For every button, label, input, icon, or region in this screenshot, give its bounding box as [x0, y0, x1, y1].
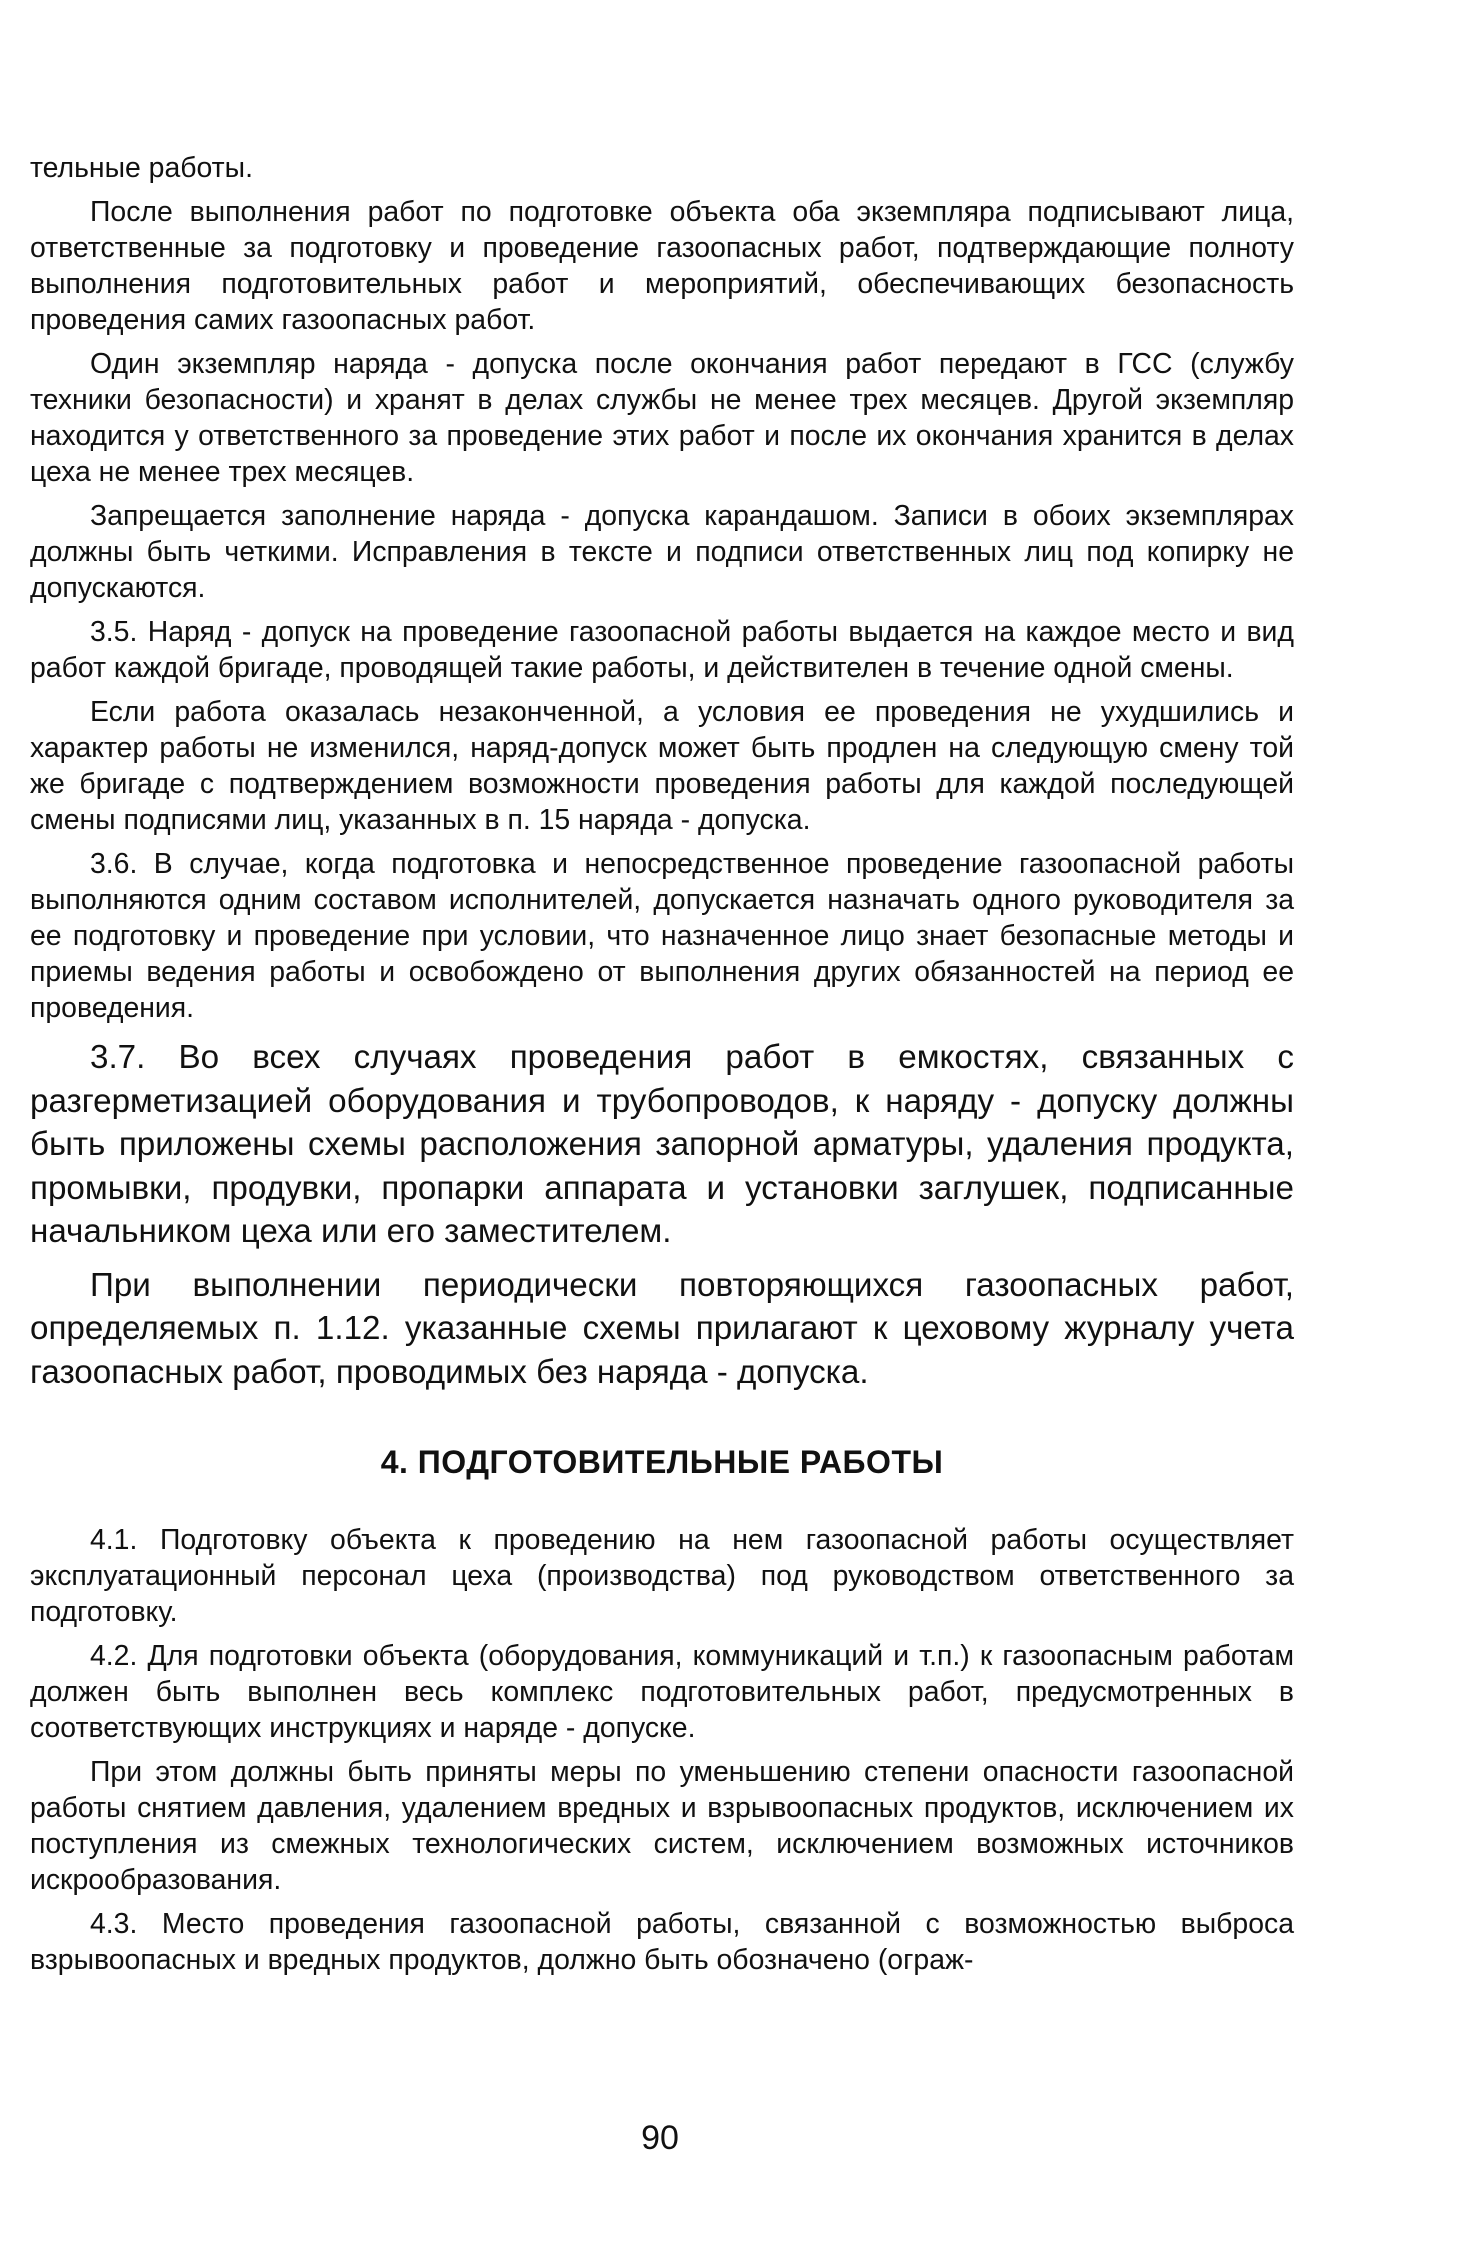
paragraph-periodic-works: При выполнении периодически повторяющихся газоопасных работ, определяемых п. 1.12. указанные схемы прилагают к цеховому журналу учета газоопасных работ, проводимых без наряда - допуска. [30, 1266, 1294, 1391]
paragraph-3-5: 3.5. Наряд - допуск на проведение газоопасной работы выдается на каждое место и вид работ каждой бригаде, проводящей такие работы, и действителен в течение одной смены. [30, 616, 1294, 684]
page-number: 90 [641, 2119, 679, 2157]
paragraph-continuation: тельные работы. [30, 152, 253, 184]
paragraph-pencil-prohibited: Запрещается заполнение наряда - допуска карандашом. Записи в обоих экземплярах должны быть четкими. Исправления в тексте и подписи ответственных лиц под копирку не допускаются. [30, 500, 1294, 604]
paragraph-signatures: После выполнения работ по подготовке объекта оба экземпляра подписывают лица, ответственные за подготовку и проведение газоопасных работ, подтверждающие полноту выполнения подготовительных работ и мероприятий, обеспечивающих безопасность проведения самих газоопасных работ. [30, 196, 1294, 336]
paragraph-3-7: 3.7. Во всех случаях проведения работ в емкостях, связанных с разгерметизацией оборудования и трубопроводов, к наряду - допуску должны быть приложены схемы расположения запорной арматуры, удаления продукта, промывки, продувки, пропарки аппарата и установки заглушек, подписанные начальником цеха или его заместителем. [30, 1039, 1294, 1250]
paragraph-hazard-reduction: При этом должны быть приняты меры по уменьшению степени опасности газоопасной работы снятием давления, удалением вредных и взрывоопасных продуктов, исключением их поступления из смежных технологических систем, исключением возможных источников искрообразования. [30, 1756, 1294, 1896]
paragraph-extension: Если работа оказалась незаконченной, а условия ее проведения не ухудшились и характер работы не изменился, наряд-допуск может быть продлен на следующую смену той же бригаде с подтверждением возможности проведения работы для каждой последующей смены подписями лиц, указанных в п. 15 наряда - допуска. [30, 696, 1294, 836]
paragraph-3-6: 3.6. В случае, когда подготовка и непосредственное проведение газоопасной работы выполняются одним составом исполнителей, допускается назначать одного руководителя за ее подготовку и проведение при условии, что назначенное лицо знает безопасные методы и приемы ведения работы и освобождено от выполнения других обязанностей на период ее проведения. [30, 848, 1294, 1024]
paragraph-copies-storage: Один экземпляр наряда - допуска после окончания работ передают в ГСС (службу техники безопасности) и хранят в делах службы не менее трех месяцев. Другой экземпляр находится у ответственного за проведение этих работ и после их окончания хранится в делах цеха не менее трех месяцев. [30, 348, 1294, 488]
paragraph-4-2: 4.2. Для подготовки объекта (оборудования, коммуникаций и т.п.) к газоопасным работам должен быть выполнен весь комплекс подготовительных работ, предусмотренных в соответствующих инструкциях и наряде - допуске. [30, 1640, 1294, 1744]
paragraph-4-1: 4.1. Подготовку объекта к проведению на нем газоопасной работы осуществляет эксплуатационный персонал цеха (производства) под руководством ответственного за подготовку. [30, 1524, 1294, 1628]
document-page [30, 150, 1294, 1978]
section-heading: 4. ПОДГОТОВИТЕЛЬНЫЕ РАБОТЫ [380, 1444, 944, 1480]
paragraph-4-3: 4.3. Место проведения газоопасной работы, связанной с возможностью выброса взрывоопасных и вредных продуктов, должно быть обозначено (ограж- [30, 1908, 1294, 1976]
